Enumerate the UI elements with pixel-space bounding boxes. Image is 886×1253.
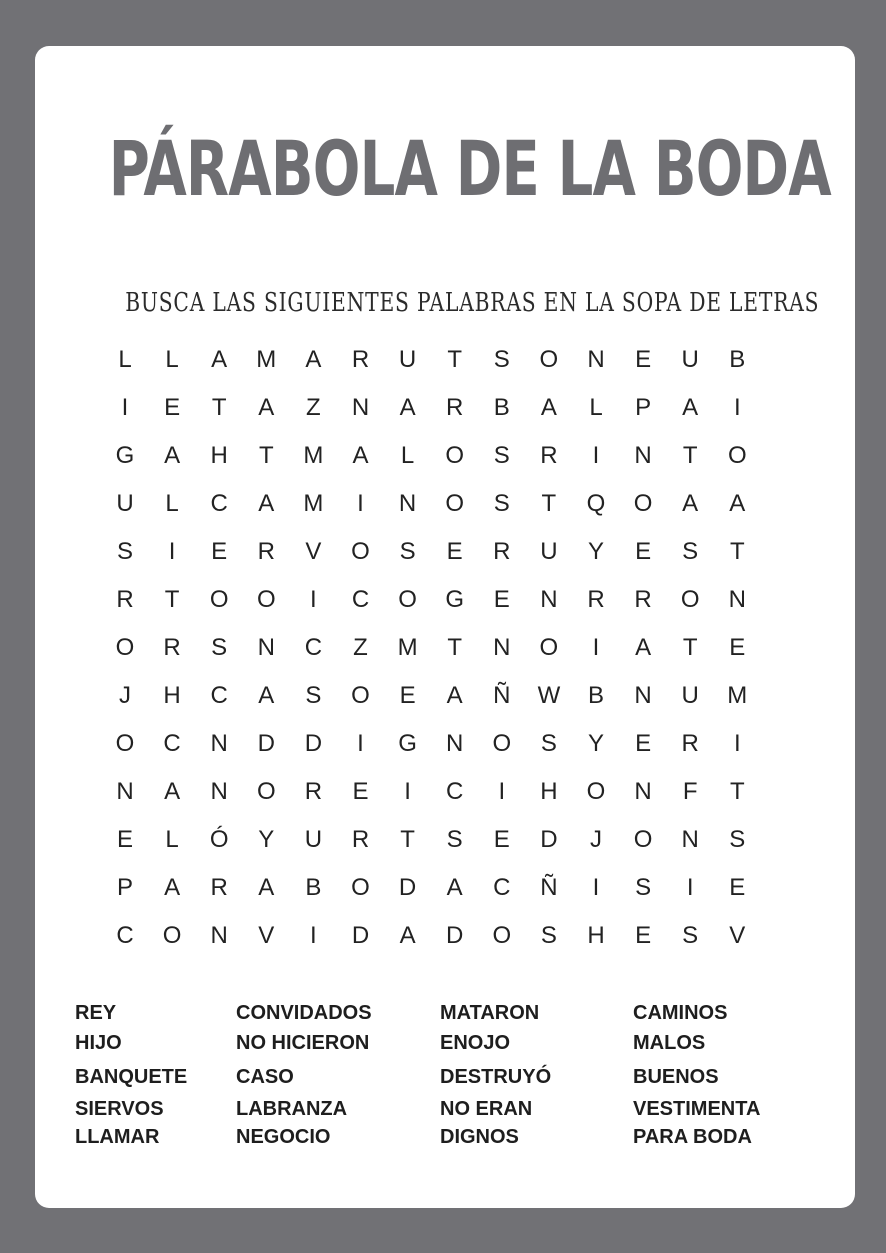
word-list-item: SIERVOS xyxy=(75,1098,164,1120)
grid-letter: T xyxy=(729,778,745,805)
grid-letter: T xyxy=(164,586,180,613)
grid-letter: Ñ xyxy=(540,874,558,901)
word-list-item: VESTIMENTA xyxy=(633,1098,761,1120)
grid-letter: T xyxy=(541,490,557,517)
grid-letter: R xyxy=(210,874,228,901)
grid-letter: Ñ xyxy=(493,682,511,709)
instructions: BUSCA LAS SIGUIENTES PALABRAS EN LA SOPA DE LETRAS xyxy=(125,288,820,318)
word-list-item: CONVIDADOS xyxy=(236,1002,372,1024)
grid-letter: P xyxy=(635,394,652,421)
grid-letter: N xyxy=(634,778,652,805)
grid-letter: T xyxy=(211,394,227,421)
grid-letter: A xyxy=(258,874,275,901)
grid-letter: O xyxy=(680,586,700,613)
grid-letter: I xyxy=(733,730,741,757)
grid-letter: S xyxy=(305,682,322,709)
grid-letter: S xyxy=(540,730,557,757)
grid-letter: D xyxy=(257,730,275,757)
grid-letter: I xyxy=(404,778,411,805)
grid-letter: A xyxy=(729,490,746,517)
worksheet-card xyxy=(35,46,855,1208)
word-list-item: NEGOCIO xyxy=(236,1126,331,1148)
grid-letter: Z xyxy=(306,394,321,421)
grid-letter: G xyxy=(445,586,465,613)
grid-letter: U xyxy=(540,538,558,565)
grid-letter: I xyxy=(592,634,600,661)
grid-letter: S xyxy=(211,634,228,661)
word-list-item: DIGNOS xyxy=(440,1126,519,1148)
grid-letter: C xyxy=(210,682,228,709)
grid-letter: I xyxy=(592,874,600,901)
grid-letter: J xyxy=(590,826,602,853)
grid-letter: I xyxy=(498,778,506,805)
grid-letter: B xyxy=(493,394,510,421)
grid-letter: S xyxy=(682,538,699,565)
grid-letter: D xyxy=(540,826,558,853)
grid-letter: U xyxy=(116,490,134,517)
grid-letter: M xyxy=(303,490,324,517)
grid-letter: O xyxy=(445,442,465,469)
word-list-item: REY xyxy=(75,1002,117,1024)
grid-letter: E xyxy=(446,538,463,565)
grid-letter: A xyxy=(446,874,463,901)
grid-letter: N xyxy=(398,490,417,517)
grid-letter: I xyxy=(168,538,176,565)
grid-letter: L xyxy=(589,394,603,421)
grid-letter: T xyxy=(682,634,698,661)
grid-letter: O xyxy=(445,490,465,517)
grid-letter: B xyxy=(305,874,322,901)
grid-letter: A xyxy=(399,922,416,949)
word-list-item: BANQUETE xyxy=(75,1066,188,1088)
grid-letter: O xyxy=(539,346,559,373)
grid-letter: U xyxy=(681,346,699,373)
grid-letter: N xyxy=(210,730,228,757)
grid-letter: Ó xyxy=(209,826,229,853)
grid-letter: H xyxy=(587,922,605,949)
grid-letter: F xyxy=(682,778,698,805)
grid-letter: E xyxy=(493,586,510,613)
grid-letter: A xyxy=(211,346,228,373)
grid-letter: E xyxy=(399,682,416,709)
grid-letter: E xyxy=(635,730,652,757)
grid-letter: N xyxy=(540,586,558,613)
grid-letter: O xyxy=(115,730,135,757)
grid-letter: A xyxy=(258,682,275,709)
grid-letter: T xyxy=(258,442,274,469)
grid-letter: E xyxy=(352,778,369,805)
grid-letter: Y xyxy=(258,826,275,853)
grid-letter: I xyxy=(733,394,741,421)
grid-letter: O xyxy=(162,922,182,949)
grid-letter: T xyxy=(447,346,463,373)
word-list-item: CAMINOS xyxy=(633,1002,728,1024)
grid-letter: R xyxy=(351,826,370,853)
grid-letter: S xyxy=(493,490,510,517)
grid-letter: H xyxy=(540,778,558,805)
grid-letter: R xyxy=(587,586,605,613)
grid-letter: A xyxy=(352,442,369,469)
grid-letter: U xyxy=(398,346,417,373)
grid-letter: G xyxy=(115,442,135,469)
grid-letter: O xyxy=(351,538,370,565)
grid-letter: R xyxy=(446,394,464,421)
word-list-item: NO ERAN xyxy=(440,1098,533,1120)
word-list-item: NO HICIERON xyxy=(236,1032,370,1054)
grid-letter: E xyxy=(729,634,746,661)
grid-letter: V xyxy=(729,922,746,949)
grid-letter: O xyxy=(586,778,606,805)
grid-letter: N xyxy=(210,922,228,949)
grid-letter: O xyxy=(351,874,370,901)
grid-letter: O xyxy=(727,442,747,469)
grid-letter: N xyxy=(634,442,652,469)
grid-letter: V xyxy=(258,922,275,949)
grid-letter: E xyxy=(493,826,510,853)
grid-letter: L xyxy=(118,346,132,373)
grid-letter: O xyxy=(256,778,276,805)
grid-letter: S xyxy=(399,538,416,565)
grid-letter: A xyxy=(164,442,181,469)
grid-letter: V xyxy=(305,538,322,565)
word-list-item: CASO xyxy=(236,1066,294,1088)
grid-letter: S xyxy=(729,826,746,853)
grid-letter: O xyxy=(115,634,135,661)
grid-letter: Z xyxy=(353,634,368,661)
grid-letter: S xyxy=(540,922,557,949)
grid-letter: A xyxy=(258,490,275,517)
grid-letter: A xyxy=(164,874,181,901)
grid-letter: J xyxy=(119,682,131,709)
page-title: PÁRABOLA DE LA BODA xyxy=(108,124,831,213)
grid-letter: O xyxy=(539,634,559,661)
grid-letter: C xyxy=(493,874,511,901)
grid-letter: M xyxy=(303,442,324,469)
grid-letter: L xyxy=(165,346,179,373)
grid-letter: M xyxy=(397,634,418,661)
grid-letter: A xyxy=(399,394,416,421)
grid-letter: A xyxy=(540,394,557,421)
grid-letter: S xyxy=(116,538,133,565)
grid-letter: I xyxy=(121,394,129,421)
grid-letter: R xyxy=(540,442,558,469)
grid-letter: N xyxy=(446,730,464,757)
grid-letter: D xyxy=(304,730,323,757)
grid-letter: A xyxy=(635,634,652,661)
grid-letter: A xyxy=(305,346,322,373)
grid-letter: P xyxy=(116,874,133,901)
grid-letter: U xyxy=(304,826,323,853)
grid-letter: T xyxy=(447,634,463,661)
grid-letter: M xyxy=(256,346,277,373)
grid-letter: A xyxy=(258,394,275,421)
grid-letter: O xyxy=(351,682,370,709)
grid-letter: N xyxy=(587,346,605,373)
grid-letter: H xyxy=(210,442,228,469)
grid-letter: C xyxy=(116,922,134,949)
grid-letter: L xyxy=(400,442,415,469)
grid-letter: U xyxy=(681,682,699,709)
grid-letter: T xyxy=(400,826,415,853)
grid-letter: H xyxy=(163,682,181,709)
grid-letter: T xyxy=(729,538,745,565)
word-list-item: LLAMAR xyxy=(75,1126,160,1148)
grid-letter: M xyxy=(727,682,748,709)
grid-letter: L xyxy=(165,826,179,853)
grid-letter: R xyxy=(257,538,275,565)
grid-letter: R xyxy=(116,586,134,613)
grid-letter: R xyxy=(681,730,699,757)
grid-letter: E xyxy=(211,538,228,565)
grid-letter: S xyxy=(493,346,510,373)
word-list-item: LABRANZA xyxy=(236,1098,348,1120)
grid-letter: R xyxy=(634,586,652,613)
grid-letter: N xyxy=(681,826,699,853)
grid-letter: I xyxy=(357,730,364,757)
grid-letter: N xyxy=(493,634,511,661)
grid-letter: I xyxy=(592,442,600,469)
grid-letter: E xyxy=(635,922,652,949)
grid-letter: O xyxy=(492,730,512,757)
grid-letter: Q xyxy=(586,490,606,517)
grid-letter: E xyxy=(635,538,652,565)
grid-letter: G xyxy=(398,730,417,757)
grid-letter: B xyxy=(729,346,746,373)
grid-letter: S xyxy=(446,826,463,853)
grid-letter: E xyxy=(729,874,746,901)
grid-letter: I xyxy=(310,586,317,613)
grid-letter: N xyxy=(116,778,134,805)
grid-letter: O xyxy=(398,586,417,613)
grid-letter: S xyxy=(635,874,652,901)
grid-letter: D xyxy=(351,922,370,949)
word-list-item: PARA BODA xyxy=(633,1126,752,1148)
grid-letter: N xyxy=(351,394,370,421)
grid-letter: A xyxy=(164,778,181,805)
grid-letter: I xyxy=(686,874,694,901)
grid-letter: E xyxy=(116,826,133,853)
grid-letter: E xyxy=(164,394,181,421)
grid-letter: D xyxy=(446,922,464,949)
word-list-item: HIJO xyxy=(75,1032,122,1054)
grid-letter: N xyxy=(257,634,275,661)
grid-letter: A xyxy=(682,490,699,517)
word-list-item: ENOJO xyxy=(440,1032,511,1054)
grid-letter: L xyxy=(165,490,179,517)
grid-letter: A xyxy=(446,682,463,709)
grid-letter: A xyxy=(682,394,699,421)
grid-letter: C xyxy=(163,730,181,757)
grid-letter: C xyxy=(304,634,323,661)
grid-letter: N xyxy=(210,778,228,805)
grid-letter: R xyxy=(493,538,511,565)
grid-letter: B xyxy=(587,682,604,709)
grid-letter: O xyxy=(633,826,653,853)
grid-letter: O xyxy=(633,490,653,517)
grid-letter: I xyxy=(357,490,364,517)
grid-letter: D xyxy=(398,874,417,901)
grid-letter: N xyxy=(728,586,746,613)
word-list-item: BUENOS xyxy=(633,1066,719,1088)
grid-letter: C xyxy=(446,778,464,805)
grid-letter: Y xyxy=(587,730,604,757)
grid-letter: C xyxy=(351,586,370,613)
word-list-item: DESTRUYÓ xyxy=(440,1066,552,1088)
grid-letter: S xyxy=(682,922,699,949)
grid-letter: N xyxy=(634,682,652,709)
grid-letter: Y xyxy=(587,538,604,565)
grid-letter: O xyxy=(492,922,512,949)
grid-letter: T xyxy=(682,442,698,469)
grid-letter: R xyxy=(304,778,323,805)
word-list-item: MALOS xyxy=(633,1032,706,1054)
grid-letter: O xyxy=(256,586,276,613)
grid-letter: C xyxy=(210,490,228,517)
grid-letter: E xyxy=(635,346,652,373)
grid-letter: I xyxy=(310,922,317,949)
grid-letter: W xyxy=(537,682,561,709)
grid-letter: R xyxy=(351,346,370,373)
grid-letter: R xyxy=(163,634,181,661)
grid-letter: O xyxy=(209,586,229,613)
grid-letter: S xyxy=(493,442,510,469)
word-list-item: MATARON xyxy=(440,1002,540,1024)
